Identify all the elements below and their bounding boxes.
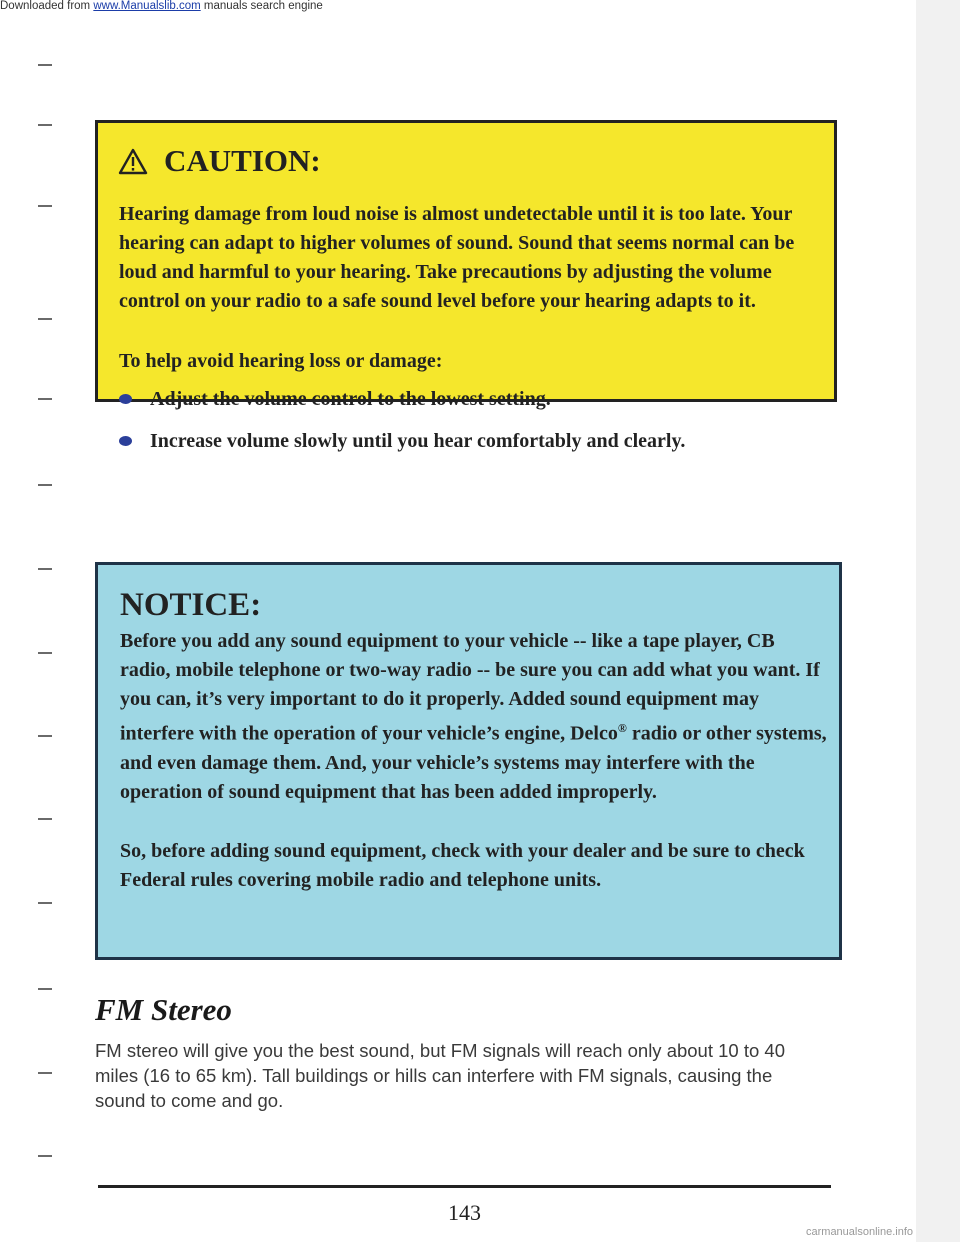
margin-tick [38, 398, 52, 400]
margin-tick [38, 988, 52, 990]
margin-tick [38, 818, 52, 820]
margin-tick [38, 652, 52, 654]
notice-text-a: Before you add any sound equipment to your vehicle -- like a tape player, CB radio, mobile telephone or two-way radio -- be sure you can add what you want. If you can, it’s very important to do it properly. Added sound equipment may interfere with the operation of your vehicle’s engine, Delco [120, 630, 820, 745]
bullet-dot-icon [119, 394, 132, 404]
notice-title: NOTICE: [120, 587, 262, 623]
caution-paragraph: Hearing damage from loud noise is almost undetectable until it is too late. Your hearing can adapt to higher volumes of sound. Sound that seems normal can be loud and harmful to your hearing. Take precautions by adjusting the volume control on your radio to a safe sound level before your hearing adapts to it. [119, 203, 795, 312]
header-suffix: manuals search engine [200, 0, 323, 12]
margin-tick [38, 735, 52, 737]
page-number: 143 [448, 1200, 481, 1225]
caution-bullet-item [119, 385, 819, 414]
caution-box [95, 120, 837, 452]
notice-paragraph-2: So, before adding sound equipment, check with your dealer and be sure to check Federal rules covering mobile radio and telephone units. [120, 840, 805, 891]
section-body: FM stereo will give you the best sound, but FM signals will reach only about 10 to 40 miles (16 to 65 km). Tall buildings or hills can interfere with FM signals, causing the sound to come and go. [95, 1040, 785, 1111]
margin-tick [38, 318, 52, 320]
margin-tick [38, 484, 52, 486]
margin-tick [38, 1155, 52, 1157]
registered-mark: ® [617, 721, 627, 735]
header-prefix: Downloaded from [0, 0, 94, 12]
margin-tick [38, 1072, 52, 1074]
margin-tick [38, 902, 52, 904]
manualslib-link[interactable]: www.Manualslib.com [93, 0, 201, 12]
notice-box [95, 562, 842, 960]
page-edge-strip [916, 0, 960, 1242]
notice-text-b: radio or other systems, and even damage them. And, your vehicle’s systems may interfere with the operation of sound equipment that has been added improperly. [120, 722, 827, 803]
download-header [0, 0, 760, 12]
margin-tick [38, 205, 52, 207]
notice-paragraph [120, 627, 828, 807]
bullet-text: Increase volume slowly until you hear comfortably and clearly. [150, 430, 686, 452]
margin-tick [38, 568, 52, 570]
caution-title: CAUTION: [164, 143, 321, 178]
bullet-dot-icon [119, 436, 132, 446]
bullet-text: Adjust the volume control to the lowest setting. [150, 388, 551, 410]
section-heading: FM Stereo [95, 992, 232, 1027]
footer-rule [98, 1185, 831, 1188]
caution-bullet-item [119, 427, 819, 456]
caution-intro: To help avoid hearing loss or damage: [119, 350, 443, 372]
margin-tick [38, 124, 52, 126]
margin-tick [38, 64, 52, 66]
footer-watermark: carmanualsonline.info [806, 1226, 914, 1238]
caution-heading [118, 143, 321, 179]
warning-triangle-icon [118, 148, 148, 175]
